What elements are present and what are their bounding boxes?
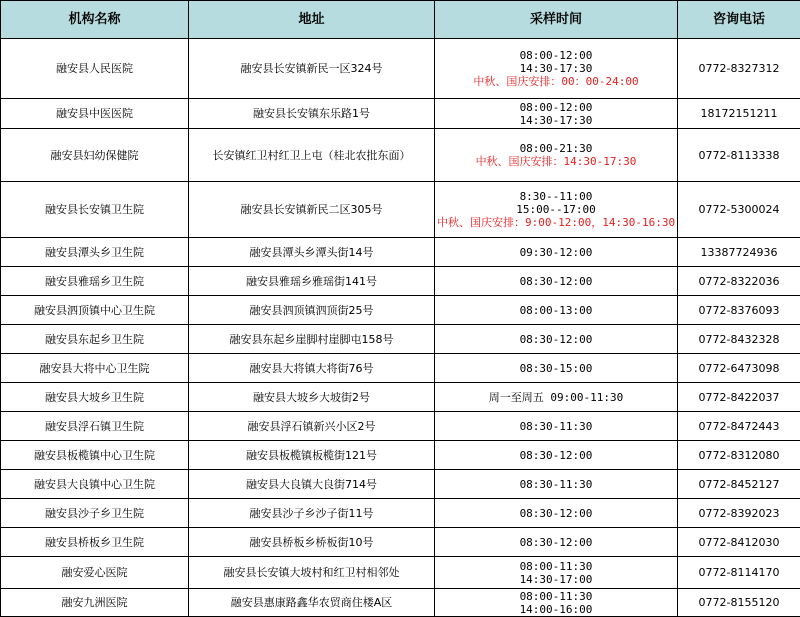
time-slot: 08:00-12:00 [519,100,593,114]
table-row [1,99,800,129]
sampling-time [435,528,678,557]
sampling-time [435,325,678,354]
institution-address: 长安镇红卫村红卫上屯（桂北农批东面） [189,129,435,182]
table-row [1,182,800,238]
time-slot: 08:30-12:00 [519,535,593,549]
time-slot: 08:00-13:00 [519,303,593,317]
time-slot: 08:00-12:00 [519,49,593,62]
sampling-time [435,383,678,412]
time-slot: 8:30--11:00 [519,190,593,203]
sampling-time [435,39,678,99]
time-slot: 08:30-12:00 [519,332,593,346]
institution-address: 融安县雅瑶乡雅瑶街141号 [189,267,435,296]
institution-address: 融安县惠康路鑫华农贸商住楼A区 [189,589,435,617]
table-row [1,267,800,296]
consult-phone: 0772-8412030 [678,528,800,557]
consult-phone: 18172151211 [678,99,800,129]
institution-address: 融安县潭头乡潭头街14号 [189,238,435,267]
table-row [1,470,800,499]
sampling-time [435,499,678,528]
time-slot: 08:30-11:30 [519,419,593,433]
institution-address: 融安县板榄镇板榄街121号 [189,441,435,470]
institution-address: 融安县大良镇大良街714号 [189,470,435,499]
time-slot: 15:00--17:00 [516,203,596,216]
sampling-time [435,557,678,589]
institution-name: 融安县大将中心卫生院 [1,354,189,383]
table-header [1,1,800,39]
time-slot: 14:30-17:30 [519,62,593,75]
institution-name: 融安县大坡乡卫生院 [1,383,189,412]
institution-name: 融安县东起乡卫生院 [1,325,189,354]
header-address: 地址 [189,1,435,39]
institution-name: 融安县板榄镇中心卫生院 [1,441,189,470]
table-row [1,528,800,557]
table-row [1,238,800,267]
institution-address: 融安县桥板乡桥板街10号 [189,528,435,557]
time-slot: 14:30-17:00 [519,572,593,586]
consult-phone: 0772-8432328 [678,325,800,354]
institution-name: 融安九洲医院 [1,589,189,617]
table-row [1,589,800,617]
table-row [1,383,800,412]
header-time: 采样时间 [435,1,678,39]
consult-phone: 0772-8392023 [678,499,800,528]
institution-name: 融安县长安镇卫生院 [1,182,189,238]
time-slot: 08:30-15:00 [519,361,593,375]
institution-name: 融安县人民医院 [1,39,189,99]
table-body [1,39,800,617]
consult-phone: 0772-6473098 [678,354,800,383]
consult-phone: 0772-8113338 [678,129,800,182]
time-slot: 周一至周五 09:00-11:30 [488,390,624,404]
consult-phone: 0772-8452127 [678,470,800,499]
holiday-schedule-note: 中秋、国庆安排：00：00-24:00 [473,75,639,88]
holiday-schedule-note: 中秋、国庆安排：14:30-17:30 [475,155,637,168]
institution-address: 融安县长安镇新民二区305号 [189,182,435,238]
consult-phone: 0772-8114170 [678,557,800,589]
institution-name: 融安县沙子乡卫生院 [1,499,189,528]
institution-address: 融安县长安镇新民一区324号 [189,39,435,99]
sampling-time [435,412,678,441]
time-slot: 08:00-21:30 [519,142,593,155]
consult-phone: 0772-8376093 [678,296,800,325]
institution-address: 融安县长安镇东乐路1号 [189,99,435,129]
institution-name: 融安县浮石镇卫生院 [1,412,189,441]
consult-phone: 0772-8422037 [678,383,800,412]
holiday-schedule-note: 中秋、国庆安排：9:00-12:00，14:30-16:30 [437,216,676,229]
sampling-time [435,441,678,470]
institution-address: 融安县大坡乡大坡街2号 [189,383,435,412]
header-row [1,1,800,39]
sampling-time [435,238,678,267]
table-row [1,325,800,354]
institution-address: 融安县泗顶镇泗顶街25号 [189,296,435,325]
time-slot: 14:30-17:30 [519,113,593,127]
sampling-time [435,589,678,617]
institution-address: 融安县长安镇大坡村和红卫村相邻处 [189,557,435,589]
institution-name: 融安县桥板乡卫生院 [1,528,189,557]
sampling-time [435,470,678,499]
institution-name: 融安县泗顶镇中心卫生院 [1,296,189,325]
table-row [1,39,800,99]
institution-name: 融安县妇幼保健院 [1,129,189,182]
sampling-time [435,129,678,182]
sampling-time [435,267,678,296]
header-phone: 咨询电话 [678,1,800,39]
time-slot: 08:00-11:30 [519,589,593,603]
sampling-time [435,99,678,129]
time-slot: 09:30-12:00 [519,245,593,259]
table-row [1,412,800,441]
institution-address: 融安县沙子乡沙子街11号 [189,499,435,528]
sampling-time [435,354,678,383]
time-slot: 08:30-11:30 [519,477,593,491]
table-row [1,129,800,182]
table-row [1,557,800,589]
time-slot: 08:00-11:30 [519,559,593,573]
sampling-time [435,182,678,238]
institution-name: 融安爱心医院 [1,557,189,589]
table-row [1,354,800,383]
table-row [1,296,800,325]
institution-address: 融安县浮石镇新兴小区2号 [189,412,435,441]
consult-phone: 13387724936 [678,238,800,267]
time-slot: 14:00-16:00 [519,602,593,616]
time-slot: 08:30-12:00 [519,448,593,462]
institution-address: 融安县东起乡崖脚村崖脚屯158号 [189,325,435,354]
table-row [1,441,800,470]
table-row [1,499,800,528]
time-slot: 08:30-12:00 [519,506,593,520]
institution-name: 融安县雅瑶乡卫生院 [1,267,189,296]
consult-phone: 0772-8322036 [678,267,800,296]
institution-name: 融安县大良镇中心卫生院 [1,470,189,499]
institution-name: 融安县潭头乡卫生院 [1,238,189,267]
consult-phone: 0772-8312080 [678,441,800,470]
consult-phone: 0772-8155120 [678,589,800,617]
institution-name: 融安县中医医院 [1,99,189,129]
consult-phone: 0772-8327312 [678,39,800,99]
header-name: 机构名称 [1,1,189,39]
consult-phone: 0772-8472443 [678,412,800,441]
time-slot: 08:30-12:00 [519,274,593,288]
sampling-time [435,296,678,325]
institution-address: 融安县大将镇大将街76号 [189,354,435,383]
consult-phone: 0772-5300024 [678,182,800,238]
